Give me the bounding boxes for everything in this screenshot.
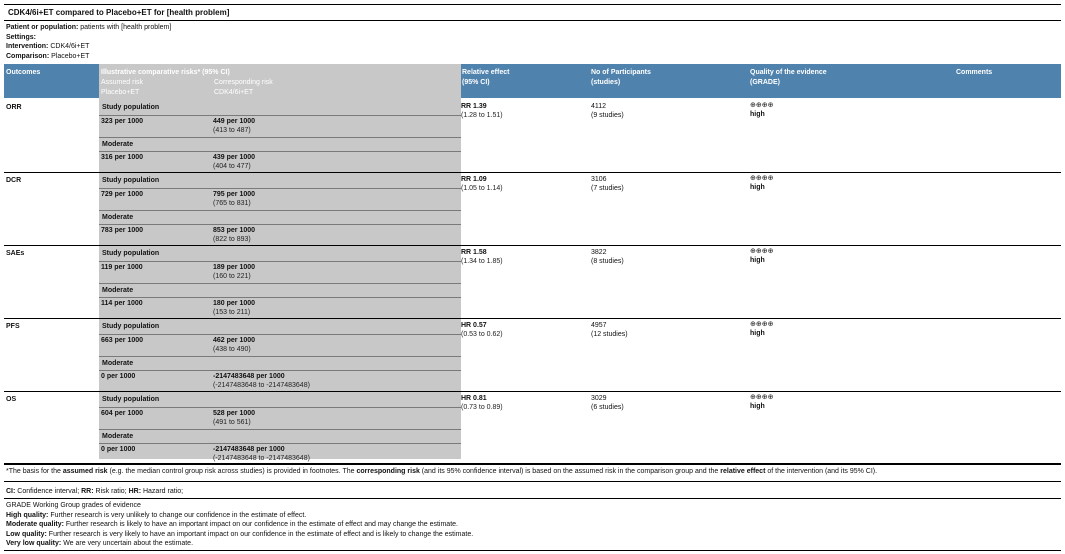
- corresponding-ci: (-2147483648 to -2147483648): [213, 455, 310, 462]
- header-assumed-group: Placebo+ET: [101, 89, 140, 96]
- grade-quality: high: [750, 184, 765, 191]
- table-header: [4, 64, 1061, 98]
- grade-quality: high: [750, 257, 765, 264]
- outcome-name: DCR: [6, 177, 22, 184]
- row-divider: [99, 283, 461, 284]
- abbr-text: Hazard ratio;: [141, 488, 184, 495]
- title-row: [4, 5, 1061, 21]
- grade-very-low: [6, 539, 473, 549]
- corresponding-risk: 180 per 1000: [213, 300, 256, 307]
- grade-title: GRADE Working Group grades of evidence: [6, 502, 141, 509]
- corresponding-ci: (438 to 490): [213, 346, 251, 353]
- grade-symbols: ⊕⊕⊕⊕: [750, 394, 774, 401]
- abbr-label: CI:: [6, 488, 16, 495]
- row-divider: [99, 407, 461, 408]
- footnote-term: assumed risk: [62, 468, 108, 475]
- row-divider: [99, 151, 461, 152]
- corresponding-risk: 449 per 1000: [213, 118, 256, 125]
- group-label: Study population: [102, 323, 160, 330]
- participants-count: 3106: [591, 176, 607, 183]
- assumed-risk: 729 per 1000: [101, 191, 144, 198]
- row-divider: [99, 297, 461, 298]
- studies-count: (12 studies): [591, 331, 628, 338]
- settings-line: [6, 33, 171, 43]
- corresponding-ci: (413 to 487): [213, 127, 251, 134]
- footnote-term: relative effect: [720, 468, 766, 475]
- footnote-text: (and its 95% confidence interval) is based on the assumed risk in the comparison group and the: [419, 468, 721, 475]
- abbr-label: HR:: [128, 488, 142, 495]
- corresponding-ci: (153 to 211): [213, 309, 251, 316]
- footnote-basis: [6, 467, 877, 477]
- relative-effect: HR 0.81: [461, 395, 487, 402]
- footnote-text: (e.g. the median control group risk across studies) is provided in footnotes. The: [107, 468, 357, 475]
- header-relative-effect: Relative effect: [462, 69, 510, 76]
- abbr-text: Risk ratio;: [93, 488, 129, 495]
- group-label: Study population: [102, 396, 160, 403]
- row-divider: [99, 188, 461, 189]
- relative-effect-ci: (1.28 to 1.51): [461, 112, 503, 119]
- relative-effect: RR 1.39: [461, 103, 487, 110]
- intervention-line: [6, 42, 171, 52]
- grade-quality: high: [750, 330, 765, 337]
- header-comments: Comments: [956, 69, 993, 76]
- header-assumed-risk: Assumed risk: [101, 79, 144, 86]
- group-label: Moderate: [102, 433, 134, 440]
- participants-count: 3029: [591, 395, 607, 402]
- header-corresponding-risk: Corresponding risk: [214, 79, 273, 86]
- corresponding-risk: 795 per 1000: [213, 191, 256, 198]
- studies-count: (7 studies): [591, 185, 624, 192]
- relative-effect-ci: (1.34 to 1.85): [461, 258, 503, 265]
- row-divider: [99, 370, 461, 371]
- outcome-divider: [4, 391, 1061, 392]
- group-label: Moderate: [102, 214, 134, 221]
- row-divider: [99, 443, 461, 444]
- corresponding-ci: (822 to 893): [213, 236, 251, 243]
- summary-meta: [6, 23, 171, 61]
- table-bottom-rule: [4, 463, 1061, 465]
- grade-definitions: [6, 501, 473, 549]
- header-quality: Quality of the evidence: [750, 69, 827, 76]
- corresponding-risk: 853 per 1000: [213, 227, 256, 234]
- assumed-risk: 323 per 1000: [101, 118, 144, 125]
- outcome-name: SAEs: [6, 250, 25, 257]
- grade-quality: high: [750, 111, 765, 118]
- abbr-text: Confidence interval;: [15, 488, 82, 495]
- header-participants-sub: (studies): [591, 79, 621, 86]
- relative-effect-ci: (1.05 to 1.14): [461, 185, 503, 192]
- page-title: CDK4/6i+ET compared to Placebo+ET for [health problem]: [8, 8, 230, 17]
- grade-symbols: ⊕⊕⊕⊕: [750, 102, 774, 109]
- comparison-label: Comparison:: [6, 52, 50, 60]
- relative-effect: RR 1.58: [461, 249, 487, 256]
- relative-effect-ci: (0.53 to 0.62): [461, 331, 503, 338]
- footnote-text: of the intervention (and its 95% CI).: [765, 468, 878, 475]
- row-divider: [99, 210, 461, 211]
- group-label: Study population: [102, 177, 160, 184]
- footnote-rule: [4, 498, 1061, 499]
- grade-symbols: ⊕⊕⊕⊕: [750, 321, 774, 328]
- population-label: Patient or population:: [6, 24, 79, 31]
- group-label: Moderate: [102, 287, 134, 294]
- assumed-risk: 0 per 1000: [101, 446, 136, 453]
- corresponding-ci: (404 to 477): [213, 163, 251, 170]
- assumed-risk: 783 per 1000: [101, 227, 144, 234]
- header-quality-sub: (GRADE): [750, 79, 780, 86]
- grade-quality: high: [750, 403, 765, 410]
- intervention-value: CDK4/6i+ET: [48, 43, 90, 51]
- participants-count: 4957: [591, 322, 607, 329]
- grade-text: We are very uncertain about the estimate.: [61, 540, 194, 547]
- grade-text: Further research is likely to have an important impact on our confidence in the estimate of effect and may change the estimate.: [63, 521, 458, 528]
- studies-count: (6 studies): [591, 404, 624, 411]
- row-divider: [99, 115, 461, 116]
- relative-effect: RR 1.09: [461, 176, 487, 183]
- settings-label: Settings:: [6, 33, 36, 41]
- corresponding-ci: (160 to 221): [213, 273, 251, 280]
- assumed-risk: 604 per 1000: [101, 410, 144, 417]
- grade-text: Further research is very likely to have an important impact on our confidence in the estimate of effect and is likely to change the estimate.: [46, 530, 474, 538]
- outcome-divider: [4, 245, 1061, 246]
- outcome-divider: [4, 172, 1061, 173]
- corresponding-ci: (765 to 831): [213, 200, 251, 207]
- assumed-risk: 114 per 1000: [101, 300, 143, 307]
- header-participants: No of Participants: [591, 69, 651, 76]
- outcome-name: OS: [6, 396, 17, 403]
- corresponding-risk: -2147483648 per 1000: [213, 373, 285, 380]
- grade-moderate: [6, 520, 473, 530]
- bottom-rule: [4, 550, 1061, 551]
- footnote-term: corresponding risk: [356, 468, 420, 475]
- grade-label: High quality:: [6, 511, 49, 519]
- grade-text: Further research is very unlikely to change our confidence in the estimate of effect.: [48, 511, 307, 519]
- group-label: Study population: [102, 104, 160, 111]
- abbr-label: RR:: [81, 488, 94, 495]
- row-divider: [99, 137, 461, 138]
- intervention-label: Intervention:: [6, 43, 49, 51]
- row-divider: [99, 429, 461, 430]
- studies-count: (8 studies): [591, 258, 624, 265]
- row-divider: [99, 261, 461, 262]
- comparison-line: [6, 52, 171, 62]
- group-label: Moderate: [102, 360, 134, 367]
- assumed-risk: 119 per 1000: [101, 264, 143, 271]
- corresponding-risk: 189 per 1000: [213, 264, 256, 271]
- row-divider: [99, 334, 461, 335]
- relative-effect: HR 0.57: [461, 322, 487, 329]
- outcome-name: ORR: [6, 104, 22, 111]
- header-relative-effect-ci: (95% CI): [462, 79, 490, 86]
- assumed-risk: 0 per 1000: [101, 373, 136, 380]
- title-rule: [4, 20, 1061, 21]
- corresponding-risk: 462 per 1000: [213, 337, 256, 344]
- footnote-text: *The basis for the: [6, 468, 63, 475]
- corresponding-risk: -2147483648 per 1000: [213, 446, 285, 453]
- assumed-risk: 663 per 1000: [101, 337, 144, 344]
- group-label: Study population: [102, 250, 160, 257]
- grade-label: Very low quality:: [6, 540, 62, 547]
- relative-effect-ci: (0.73 to 0.89): [461, 404, 503, 411]
- grade-low: [6, 530, 473, 540]
- footnote-abbreviations: [6, 487, 183, 497]
- row-divider: [99, 356, 461, 357]
- corresponding-ci: (-2147483648 to -2147483648): [213, 382, 310, 389]
- studies-count: (9 studies): [591, 112, 624, 119]
- grade-symbols: ⊕⊕⊕⊕: [750, 175, 774, 182]
- risks-column-bg: [99, 98, 461, 459]
- population-value: patients with [health problem]: [78, 24, 172, 31]
- header-outcomes: Outcomes: [6, 69, 41, 76]
- assumed-risk: 316 per 1000: [101, 154, 144, 161]
- row-divider: [99, 224, 461, 225]
- grade-symbols: ⊕⊕⊕⊕: [750, 248, 774, 255]
- participants-count: 4112: [591, 103, 607, 110]
- outcome-divider: [4, 318, 1061, 319]
- group-label: Moderate: [102, 141, 134, 148]
- corresponding-risk: 439 per 1000: [213, 154, 256, 161]
- grade-label: Low quality:: [6, 530, 47, 538]
- population-line: [6, 23, 171, 33]
- outcome-name: PFS: [6, 323, 20, 330]
- header-risks: Illustrative comparative risks* (95% CI): [101, 69, 230, 76]
- header-corresponding-group: CDK4/6i+ET: [214, 89, 254, 96]
- footnote-rule: [4, 481, 1061, 482]
- corresponding-risk: 528 per 1000: [213, 410, 256, 417]
- comparison-value: Placebo+ET: [49, 52, 90, 60]
- participants-count: 3822: [591, 249, 607, 256]
- grade-label: Moderate quality:: [6, 521, 64, 528]
- corresponding-ci: (491 to 561): [213, 419, 251, 426]
- grade-high: [6, 511, 473, 521]
